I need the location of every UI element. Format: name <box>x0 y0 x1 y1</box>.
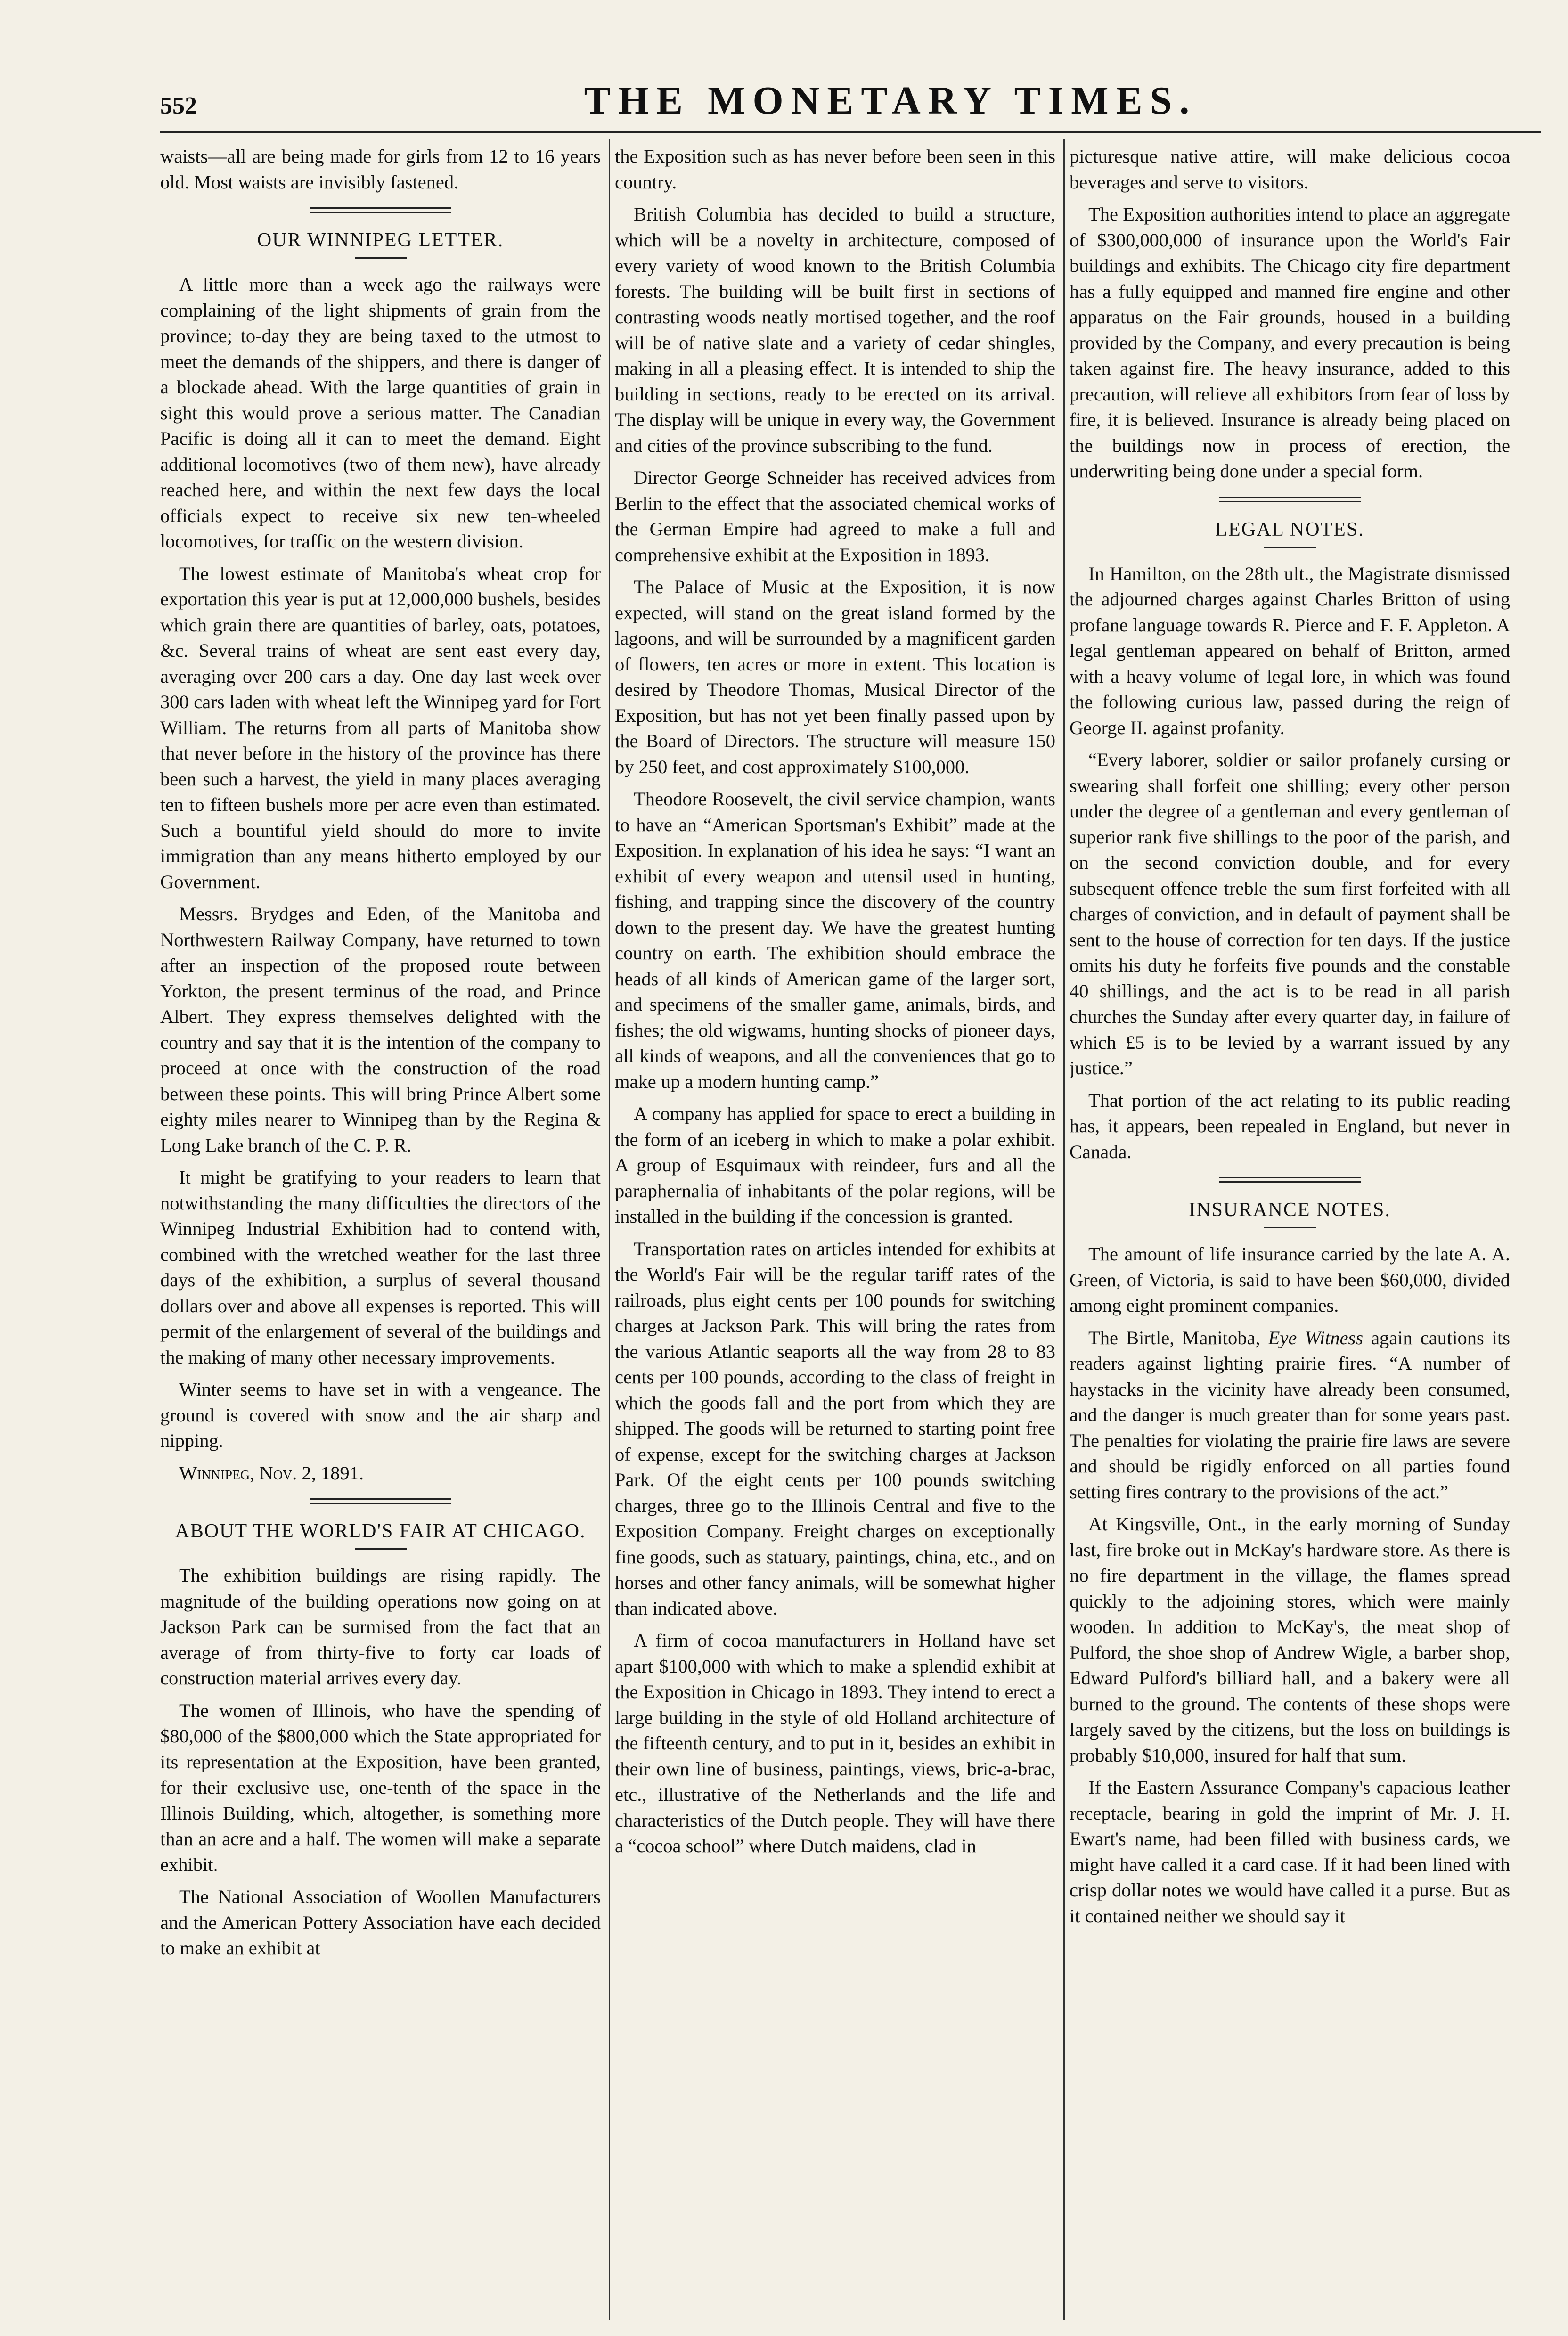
paragraph: It might be gratifying to your readers to learn that notwithstanding the many difficulties the directors of the Winnipeg Industrial Exhibition had to contend with, combined with the wretched weather for the last three days of the exhibition, a surplus of several thousand dollars over and above all expenses is reported. This will permit of the enlargement of several of the buildings and the making of many other necessary improvements. <box>160 1167 601 1368</box>
paragraph: Winter seems to have set in with a vengeance. The ground is covered with snow and the air sharp and nipping. <box>160 1379 601 1451</box>
section-heading-insurance-notes: INSURANCE NOTES. <box>1189 1199 1391 1221</box>
paragraph: Transportation rates on articles intended for exhibits at the World's Fair will be the regular tariff rates of the railroads, plus eight cents per 100 pounds for switching charges at Jackson Park. This will bring the rates from the various Atlantic seaports all the way from 28 to 83 cents per 100 pounds, according to the class of freight in which the goods fall and the port from which they are shipped. The goods will be returned to starting point free of expense, except for the switching charges at Jackson Park. Of the eight cents per 100 pounds switching charges, three go to the Illinois Central and five to the Exposition Company. Freight charges on exceptionally fine goods, such as statuary, paintings, china, etc., and on horses and other fancy animals, will be somewhat higher than indicated above. <box>615 1238 1055 1619</box>
section-divider <box>1219 1177 1361 1183</box>
dateline-signature: Winnipeg, Nov. 2, 1891. <box>179 1462 364 1484</box>
paragraph: The amount of life insurance carried by the late A. A. Green, of Victoria, is said to have been $60,000, divided among eight prominent companies. <box>1070 1243 1510 1316</box>
paragraph: “Every laborer, soldier or sailor profanely cursing or swearing shall forfeit one shilling; every other person under the degree of a gentleman and every gentleman of superior rank five shillings to the poor of the parish, and on the second conviction double, and for every subsequent offence treble the sum first forfeited with all charges of conviction, and in default of payment shall be sent to the house of correction for ten days. If the justice omits his duty he forfeits five pounds and the constable 40 shillings, and the act is to be read in all parish churches the Sunday after every quarter day, in failure of which £5 is to be levied by a warrant issued by any justice.” <box>1070 749 1510 1078</box>
paragraph: the Exposition such as has never before been seen in this country. <box>615 146 1055 193</box>
publication-name: Eye Witness <box>1268 1327 1364 1348</box>
header-rule <box>160 131 1541 133</box>
section-heading-worlds-fair: ABOUT THE WORLD'S FAIR AT CHICAGO. <box>175 1520 586 1542</box>
section-divider <box>1219 497 1361 502</box>
paragraph: At Kingsville, Ont., in the early morning of Sunday last, fire broke out in McKay's hardware store. As there is no fire department in the village, the flames spread quickly to the adjoining stores, which were mainly wooden. In addition to McKay's, the meat shop of Pulford, the shoe shop of Andrew Wigle, a barber shop, Edward Pulford's billiard hall, and a bakery were all burned to the ground. The contents of these shops were largely saved by the citizens, but the loss on buildings is probably $10,000, insured for half that sum. <box>1070 1513 1510 1766</box>
column-divider <box>609 139 610 2320</box>
page-number: 552 <box>160 92 197 119</box>
paragraph: Messrs. Brydges and Eden, of the Manitoba and Northwestern Railway Company, have returned to town after an inspection of the proposed route between Yorkton, the present terminus of the road, and Prince Albert. They express themselves delighted with the country and say that it is the intention of the company to proceed at once with the construction of the road between these points. This will bring Prince Albert some eighty miles nearer to Winnipeg than by the Regina & Long Lake branch of the C. P. R. <box>160 903 601 1156</box>
column-divider <box>1063 139 1065 2320</box>
paragraph: A company has applied for space to erect a building in the form of an iceberg in which to make a polar exhibit. A group of Esquimaux with reindeer, furs and all the paraphernalia of inhabitants of the polar regions, will be installed in the building if the concession is granted. <box>615 1103 1055 1227</box>
paragraph: The lowest estimate of Manitoba's wheat crop for exportation this year is put at 12,000,000 bushels, besides which grain there are quantities of barley, oats, potatoes, &c. Several trains of wheat are sent east every day, averaging over 200 cars a day. One day last week over 300 cars laden with wheat left the Winnipeg yard for Fort William. The returns from all parts of Manitoba show that never before in the history of the province has there been such a harvest, the yield in many places averaging ten to fifteen bushels more per acre even than estimated. Such a bountiful yield should do more to invite immigration than any means hitherto employed by our Government. <box>160 563 601 892</box>
heading-rule <box>355 257 407 259</box>
paragraph: The National Association of Woollen Manufacturers and the American Pottery Association have each decided to make an exhibit at <box>160 1886 601 1959</box>
paragraph: British Columbia has decided to build a structure, which will be a novelty in architecture, composed of every variety of wood known to the British Columbia forests. The building will be built first in sections of contrasting woods neatly mortised together, and the roof will be of native slate and a variety of cedar shingles, making in all a pleasing effect. It is intended to ship the building in sections, ready to be erected on its arrival. The display will be unique in every way, the Government and cities of the province subscribing to the fund. <box>615 204 1055 456</box>
paragraph: The Palace of Music at the Exposition, it is now expected, will stand on the great island formed by the lagoons, and will be surrounded by a magnificent garden of flowers, ten acres or more in extent. This location is desired by Theodore Thomas, Musical Director of the Exposition, but has not yet been finally passed upon by the Board of Directors. The structure will measure 150 by 250 feet, and cost approximately $100,000. <box>615 576 1055 777</box>
paragraph: In Hamilton, on the 28th ult., the Magistrate dismissed the adjourned charges against Charles Britton of using profane language towards R. Pierce and F. F. Appleton. A legal gentleman appeared on behalf of Britton, armed with a heavy volume of legal lore, in which was found the following curious law, passed during the reign of George II. against profanity. <box>1070 563 1510 738</box>
paragraph: If the Eastern Assurance Company's capacious leather receptacle, bearing in gold the imprint of Mr. J. H. Ewart's name, had been filled with business cards, we might have called it a card case. If it had been lined with crisp dollar notes we would have called it a purse. But as it contained neither we should say it <box>1070 1777 1510 1927</box>
section-heading-legal-notes: LEGAL NOTES. <box>1215 518 1364 540</box>
paragraph: Director George Schneider has received advices from Berlin to the effect that the associated chemical works of the German Empire had agreed to make a full and comprehensive exhibit at the Exposition in 1893. <box>615 467 1055 565</box>
paragraph: That portion of the act relating to its public reading has, it appears, been repealed in England, but never in Canada. <box>1070 1089 1510 1162</box>
heading-rule <box>1264 1227 1316 1228</box>
paragraph: The women of Illinois, who have the spending of $80,000 of the $800,000 which the State appropriated for its representation at the Exposition, have been granted, for their exclusive use, one-tenth of the space in the Illinois Building, which, altogether, is something more than an acre and a half. The women will make a separate exhibit. <box>160 1699 601 1875</box>
paragraph: Theodore Roosevelt, the civil service champion, wants to have an “American Sportsman's Exhibit” made at the Exposition. In explanation of his idea he says: “I want an exhibit of every weapon and utensil used in hunting, fishing, and trapping since the discovery of the country down to the present day. We have the greatest hunting country on earth. The exhibition should embrace the heads of all kinds of American game of the larger sort, and specimens of the smaller game, animals, birds, and fishes; the old wigwams, hunting shocks of pioneer days, all kinds of weapons, and all the conveniences that go to make up a modern hunting camp.” <box>615 788 1055 1092</box>
article-continuation: waists—all are being made for girls from 12 to 16 years old. Most waists are invisibly fastened. <box>160 146 601 193</box>
section-divider <box>310 207 451 213</box>
paragraph: The Exposition authorities intend to place an aggregate of $300,000,000 of insurance upon the World's Fair buildings and exhibits. The Chicago city fire department has a fully equipped and manned fire engine and other apparatus on the Fair grounds, housed in a building provided by the Company, and every precaution is being taken against fire. The heavy insurance, added to this precaution, will relieve all exhibitors from fear of loss by fire, it is believed. Insurance is already being placed on the buildings now in process of erection, the underwriting being done under a special form. <box>1070 204 1510 482</box>
paragraph: A firm of cocoa manufacturers in Holland have set apart $100,000 with which to make a splendid exhibit at the Exposition in Chicago in 1893. They intend to erect a large building in the style of old Holland architecture of the fifteenth century, and to put in it, besides an exhibit in their own line of business, paintings, views, bric-a-brac, etc., illustrative of the Netherlands and the life and characteristics of the Dutch people. They will have there a “cocoa school” where Dutch maidens, clad in <box>615 1630 1055 1856</box>
section-divider <box>310 1498 451 1504</box>
heading-rule <box>355 1548 407 1550</box>
paragraph: The exhibition buildings are rising rapidly. The magnitude of the building operations now going on at Jackson Park can be surmised from the fact that an average of from thirty-five to forty car loads of construction material arrives every day. <box>160 1565 601 1689</box>
section-heading-winnipeg: OUR WINNIPEG LETTER. <box>257 229 504 251</box>
paragraph <box>1070 1325 1510 1505</box>
paragraph: picturesque native attire, will make delicious cocoa beverages and serve to visitors. <box>1070 146 1510 193</box>
text-run: again cautions its readers against lighting prairie fires. “A number of haystacks in the vicinity have already been consumed, and the danger is much greater than for some years past. The penalties for violating the prairie fire laws are severe and should be rigidly enforced on all parties found setting fires contrary to the provisions of the act.” <box>1070 1327 1510 1503</box>
column-1 <box>160 144 601 2320</box>
page-header <box>160 78 1541 130</box>
text-run: The Birtle, Manitoba, <box>1088 1327 1268 1348</box>
paragraph: A little more than a week ago the railways were complaining of the light shipments of grain from the province; to-day they are being taxed to the utmost to meet the demands of the shippers, and there is danger of a blockade ahead. With the large quantities of grain in sight this would prove a serious matter. The Canadian Pacific is doing all it can to meet the demand. Eight additional locomotives (two of them new), have already reached here, and within the next few days the local officials expect to receive six new ten-wheeled locomotives, for traffic on the western division. <box>160 274 601 552</box>
column-3 <box>1070 144 1510 2320</box>
masthead-title: THE MONETARY TIMES. <box>584 79 1197 123</box>
heading-rule <box>1264 547 1316 548</box>
column-2 <box>615 144 1055 2320</box>
